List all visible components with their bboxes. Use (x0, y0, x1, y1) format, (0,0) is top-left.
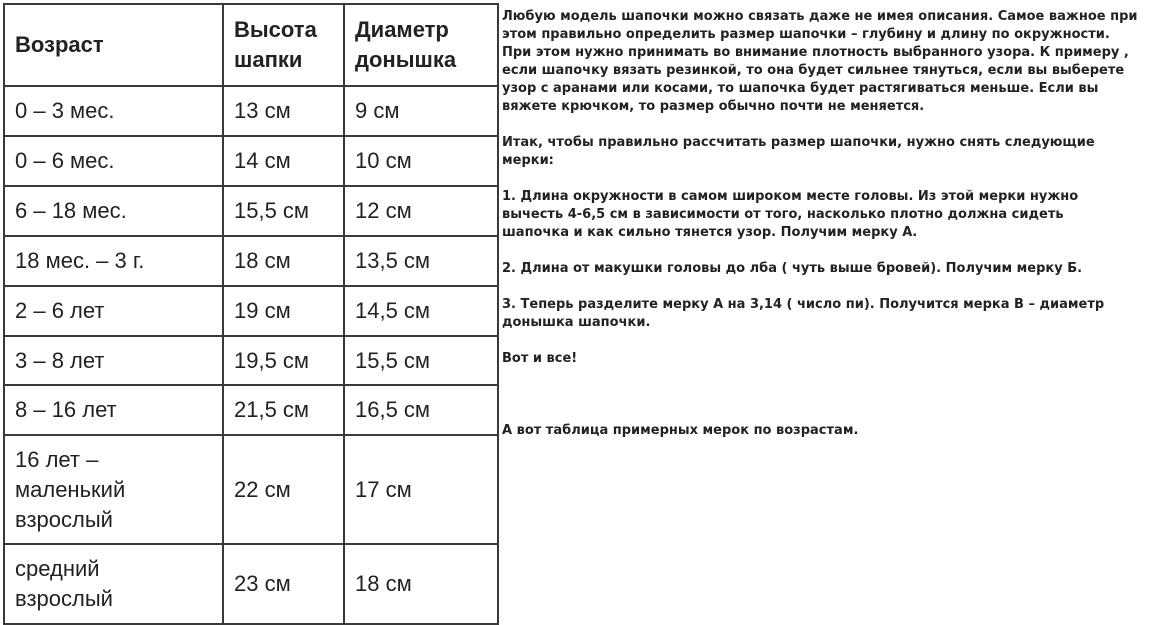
table-row (4, 86, 498, 136)
cell-height: 14 см (223, 136, 344, 186)
table-row (4, 236, 498, 286)
cell-age: 18 мес. – 3 г. (4, 236, 223, 286)
cell-height: 19 см (223, 286, 344, 336)
cell-age: 0 – 3 мес. (4, 86, 223, 136)
cell-age: 8 – 16 лет (4, 385, 223, 435)
article-text (502, 8, 1150, 440)
header-height: Высота шапки (223, 4, 344, 86)
cell-diameter: 17 см (344, 435, 498, 544)
cell-diameter: 18 см (344, 544, 498, 624)
cell-height: 15,5 см (223, 186, 344, 236)
measures-intro-paragraph: Итак, чтобы правильно рассчитать размер шапочки, нужно снять следующие мерки: (502, 135, 1095, 168)
step-1-paragraph: 1. Длина окружности в самом широком месте головы. Из этой мерки нужно вычесть 4-6,5 см в зависимости от того, насколько плотно должна сидеть шапочка и как сильно тянется узор. Получим мерку А. (502, 189, 1079, 240)
intro-paragraph: Любую модель шапочки можно связать даже не имея описания. Самое важное при этом правильно определить размер шапочки – глубину и длину по окружности. При этом нужно принимать во внимание плотность выбранного узора. К примеру , если шапочку вязать резинкой, то она будет сильнее тянуться, если вы выберете узор с аранами или косами, то шапочка будет растягиваться меньше. Если вы вяжете крючком, то размер обычно почти не меняется. (502, 9, 1138, 114)
table-row (4, 336, 498, 385)
table-row (4, 136, 498, 186)
header-age: Возраст (4, 4, 223, 86)
cell-height: 19,5 см (223, 336, 344, 385)
cell-diameter: 9 см (344, 86, 498, 136)
table-row (4, 435, 498, 544)
table-row (4, 385, 498, 435)
cell-age: средний взрослый (4, 544, 223, 624)
cell-age: 2 – 6 лет (4, 286, 223, 336)
cell-diameter: 14,5 см (344, 286, 498, 336)
cell-diameter: 16,5 см (344, 385, 498, 435)
cell-diameter: 15,5 см (344, 336, 498, 385)
table-row (4, 544, 498, 624)
header-diameter: Диаметр донышка (344, 4, 498, 86)
done-paragraph: Вот и все! (502, 351, 578, 366)
step-3-paragraph: 3. Теперь разделите мерку А на 3,14 ( число пи). Получится мерка В – диаметр донышка шапочки. (502, 297, 1105, 330)
cell-age: 6 – 18 мес. (4, 186, 223, 236)
cell-height: 21,5 см (223, 385, 344, 435)
cell-age: 0 – 6 мес. (4, 136, 223, 186)
cell-height: 22 см (223, 435, 344, 544)
table-note-paragraph: А вот таблица примерных мерок по возрастам. (502, 423, 859, 438)
table-row (4, 286, 498, 336)
step-2-paragraph: 2. Длина от макушки головы до лба ( чуть выше бровей). Получим мерку Б. (502, 261, 1083, 276)
size-table (3, 3, 499, 625)
table-header-row (4, 4, 498, 86)
cell-height: 13 см (223, 86, 344, 136)
cell-height: 23 см (223, 544, 344, 624)
cell-diameter: 10 см (344, 136, 498, 186)
cell-age: 16 лет – маленький взрослый (4, 435, 223, 544)
cell-height: 18 см (223, 236, 344, 286)
cell-age: 3 – 8 лет (4, 336, 223, 385)
cell-diameter: 13,5 см (344, 236, 498, 286)
cell-diameter: 12 см (344, 186, 498, 236)
table-row (4, 186, 498, 236)
